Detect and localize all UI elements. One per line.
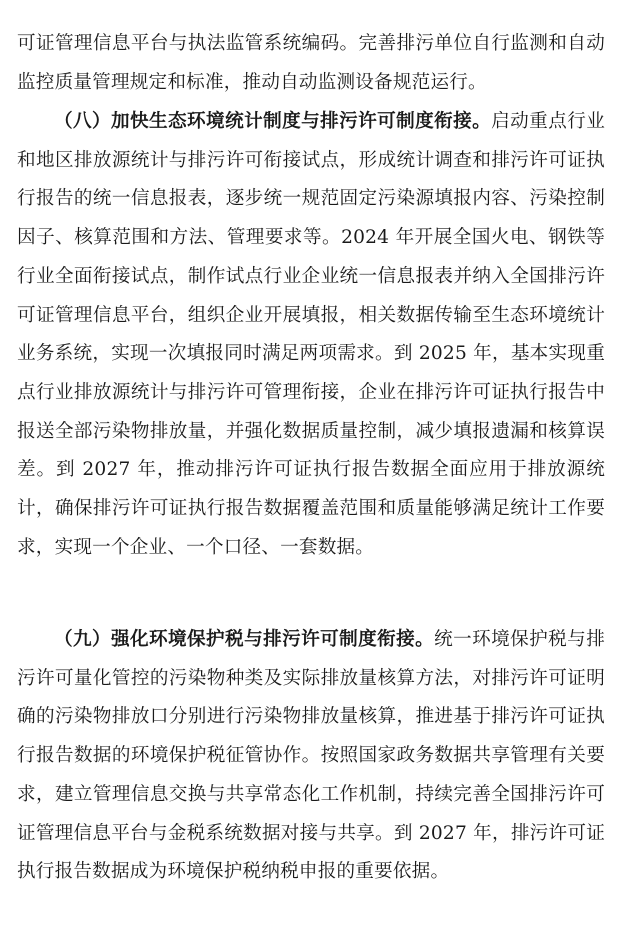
section-8-heading: （八）加快生态环境统计制度与排污许可制度衔接。 [54, 111, 492, 132]
section-9-heading: （九）强化环境保护税与排污许可制度衔接。 [54, 629, 435, 650]
section-9-paragraph [17, 621, 605, 892]
section-9-body: 统一环境保护税与排污许可量化管控的污染物种类及实际排放量核算方法，对排污许可证明确的污染物排放口分别进行污染物排放量核算，推进基于排污许可证执行报告数据的环境保护税征管协作。按照国家政务数据共享管理有关要求，建立管理信息交换与共享常态化工作机制，持续完善全国排污许可证管理信息平台与金税系统数据对接与共享。到 2027 年，排污许可证执行报告数据成为环境保护税纳税申报的重要依据。 [17, 629, 605, 883]
continuation-paragraph: 可证管理信息平台与执法监管系统编码。完善排污单位自行监测和自动监控质量管理规定和标准，推动自动监测设备规范运行。 [17, 33, 605, 93]
section-8-paragraph [17, 103, 605, 567]
section-8-body: 启动重点行业和地区排放源统计与排污许可衔接试点，形成统计调查和排污许可证执行报告的统一信息报表，逐步统一规范固定污染源填报内容、污染控制因子、核算范围和方法、管理要求等。2024 年开展全国火电、钢铁等行业全面衔接试点，制作试点行业企业统一信息报表并纳入全国排污许可证管理信息平台，组织企业开展填报，相关数据传输至生态环境统计业务系统，实现一次填报同时满足两项需求。到 2025 年，基本实现重点行业排放源统计与排污许可管理衔接，企业在排污许可证执行报告中报送全部污染物排放量，并强化数据质量控制，减少填报遗漏和核算误差。到 2027 年，推动排污许可证执行报告数据全面应用于排放源统计，确保排污许可证执行报告数据覆盖范围和质量能够满足统计工作要求，实现一个企业、一个口径、一套数据。 [17, 111, 606, 558]
